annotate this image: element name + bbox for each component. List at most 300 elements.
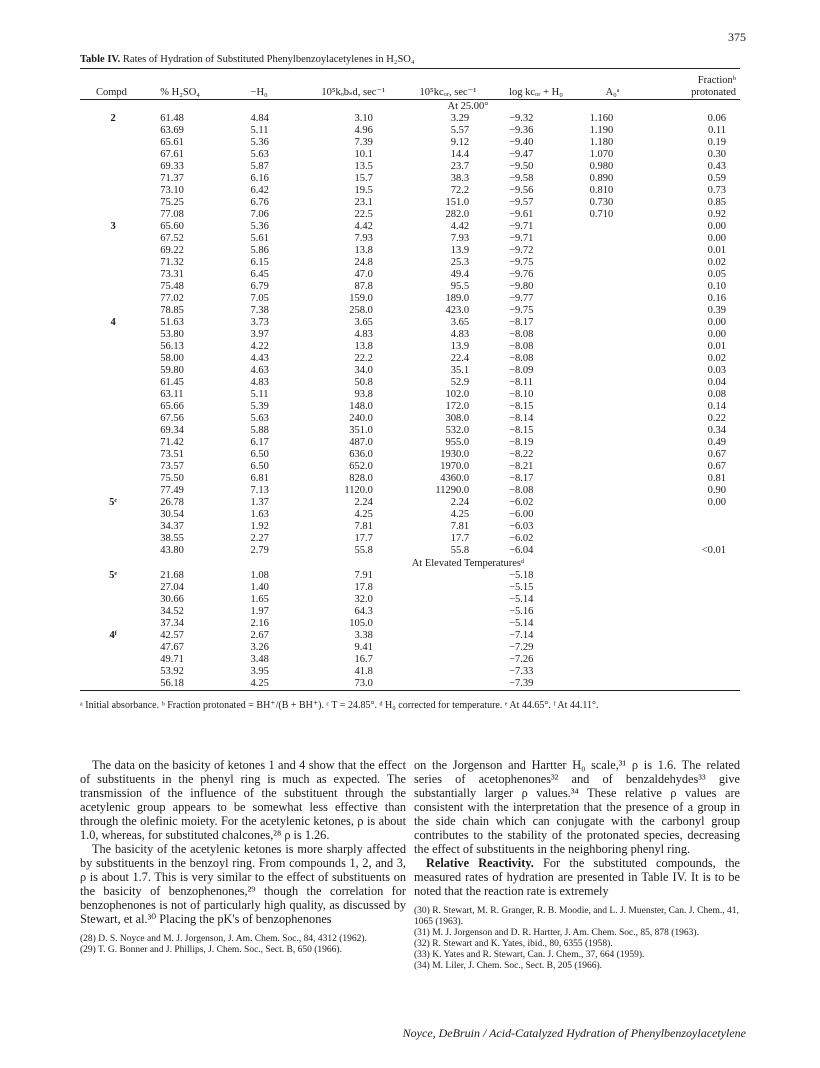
cell-acid: 37.34 bbox=[160, 618, 184, 629]
cell-a0 bbox=[580, 317, 655, 329]
cell-compd bbox=[80, 329, 146, 341]
cell-h0: 1.40 bbox=[250, 582, 269, 593]
table-row bbox=[80, 678, 740, 691]
cell-compd: 5ᵉ bbox=[109, 570, 118, 581]
cell-kobsd: 73.0 bbox=[304, 678, 401, 691]
paragraph: The data on the basicity of ketones 1 and 4 show that the effect of substituents in the phenyl ring is much as expected. The transmission of the influence of the substituent through the acetylenic group appears to be somewhat less effective than through the olefinic moiety. For the acetylenic ketones, ρ is about 1.0, whereas, for substituted chalcones,²⁸ ρ is 1.26. bbox=[80, 758, 406, 842]
section-label-25: At 25.00° bbox=[447, 100, 489, 112]
table-row bbox=[80, 293, 740, 305]
cell-compd bbox=[80, 461, 146, 473]
table-header-row bbox=[80, 69, 740, 100]
table-row bbox=[80, 317, 740, 329]
cell-compd bbox=[80, 666, 146, 678]
cell-kcor: 14.4 bbox=[450, 149, 470, 160]
cell-acid: 67.52 bbox=[160, 233, 184, 244]
cell-a0 bbox=[580, 678, 655, 691]
cell-h0: 7.13 bbox=[250, 485, 269, 496]
cell-kcor: 95.5 bbox=[450, 281, 470, 292]
cell-fraction: 0.90 bbox=[707, 485, 726, 496]
cell-a0 bbox=[580, 570, 655, 582]
cell-fraction: 0.67 bbox=[707, 449, 726, 460]
cell-kobsd: 22.2 bbox=[354, 353, 373, 364]
cell-fraction: 0.39 bbox=[707, 305, 726, 316]
table-row bbox=[80, 125, 740, 137]
section-row-elevated bbox=[80, 557, 740, 570]
cell-kobsd: 7.93 bbox=[354, 233, 373, 244]
table-row bbox=[80, 485, 740, 497]
cell-kcor: 13.9 bbox=[450, 245, 470, 256]
header-kobsd: 10⁵kₒbₛd, sec⁻¹ bbox=[304, 69, 401, 100]
table-row bbox=[80, 545, 740, 557]
cell-logk: −5.16 bbox=[509, 606, 534, 617]
cell-h0: 5.36 bbox=[250, 221, 269, 232]
table-row bbox=[80, 666, 740, 678]
cell-a0 bbox=[580, 353, 655, 365]
cell-h0: 6.15 bbox=[250, 257, 269, 268]
cell-kobsd: 159.0 bbox=[349, 293, 373, 304]
cell-a0: 0.710 bbox=[589, 209, 614, 220]
cell-fraction: 0.03 bbox=[707, 365, 726, 376]
cell-acid: 67.61 bbox=[160, 149, 184, 160]
cell-compd bbox=[80, 245, 146, 257]
cell-kobsd: 351.0 bbox=[349, 425, 373, 436]
cell-kcor bbox=[401, 618, 493, 630]
cell-h0: 4.63 bbox=[250, 365, 269, 376]
cell-acid: 71.32 bbox=[160, 257, 184, 268]
cell-kobsd: 55.8 bbox=[354, 545, 373, 556]
reference: (34) M. Liler, J. Chem. Soc., Sect. B, 205 (1966). bbox=[414, 961, 603, 971]
cell-kobsd: 16.7 bbox=[354, 654, 373, 665]
table-row bbox=[80, 161, 740, 173]
cell-fraction: 0.59 bbox=[707, 173, 726, 184]
cell-acid: 65.60 bbox=[160, 221, 184, 232]
cell-kobsd: 487.0 bbox=[349, 437, 373, 448]
cell-h0: 1.63 bbox=[250, 509, 269, 520]
cell-kcor: 4.42 bbox=[450, 221, 470, 232]
cell-fraction bbox=[655, 618, 740, 630]
cell-h0: 7.38 bbox=[250, 305, 269, 316]
header-a0: A₀ᵃ bbox=[580, 69, 655, 100]
table-row bbox=[80, 642, 740, 654]
cell-kobsd: 13.8 bbox=[354, 245, 373, 256]
cell-logk: −9.56 bbox=[509, 185, 534, 196]
cell-acid: 69.34 bbox=[160, 425, 184, 436]
cell-a0: 0.980 bbox=[589, 161, 614, 172]
cell-acid: 63.69 bbox=[160, 125, 184, 136]
cell-kcor bbox=[401, 666, 493, 678]
table-row bbox=[80, 413, 740, 425]
cell-a0: 0.810 bbox=[589, 185, 614, 196]
cell-kobsd: 828.0 bbox=[349, 473, 373, 484]
cell-kobsd: 4.25 bbox=[354, 509, 373, 520]
cell-kobsd: 15.7 bbox=[354, 173, 373, 184]
cell-kcor bbox=[401, 606, 493, 618]
table-row bbox=[80, 377, 740, 389]
cell-logk: −7.14 bbox=[509, 630, 534, 641]
table-row bbox=[80, 582, 740, 594]
cell-logk: −9.61 bbox=[509, 209, 534, 220]
cell-kobsd: 1120.0 bbox=[344, 485, 373, 496]
cell-h0: 6.50 bbox=[250, 449, 269, 460]
cell-compd bbox=[80, 365, 146, 377]
paragraph-text: For the substituted compounds, the measured rates of hydration are presented in Table IV. It is to be noted that the reaction rate is extremely bbox=[414, 856, 740, 898]
cell-h0: 3.73 bbox=[250, 317, 269, 328]
cell-h0: 1.37 bbox=[250, 497, 269, 508]
cell-kobsd: 240.0 bbox=[349, 413, 373, 424]
cell-compd bbox=[80, 341, 146, 353]
cell-kobsd: 652.0 bbox=[349, 461, 373, 472]
cell-kcor: 23.7 bbox=[450, 161, 470, 172]
cell-fraction: 0.10 bbox=[707, 281, 726, 292]
cell-a0 bbox=[580, 630, 655, 642]
cell-kobsd: 64.3 bbox=[354, 606, 373, 617]
cell-h0: 6.42 bbox=[250, 185, 269, 196]
cell-a0 bbox=[580, 545, 655, 557]
cell-a0 bbox=[580, 521, 655, 533]
reference: (33) K. Yates and R. Stewart, Can. J. Chem., 37, 664 (1959). bbox=[414, 950, 645, 960]
cell-logk: −8.08 bbox=[509, 329, 534, 340]
cell-a0 bbox=[580, 257, 655, 269]
cell-h0: 5.11 bbox=[250, 125, 269, 136]
table-row bbox=[80, 618, 740, 630]
cell-kobsd: 3.10 bbox=[354, 113, 373, 124]
cell-kcor: 1930.0 bbox=[440, 449, 470, 460]
cell-compd bbox=[80, 293, 146, 305]
cell-kobsd: 13.5 bbox=[354, 161, 373, 172]
cell-logk: −8.15 bbox=[509, 425, 534, 436]
cell-kcor bbox=[401, 678, 493, 691]
cell-kobsd: 2.24 bbox=[354, 497, 373, 508]
table-row bbox=[80, 281, 740, 293]
cell-a0 bbox=[580, 377, 655, 389]
cell-compd bbox=[80, 257, 146, 269]
cell-kobsd: 105.0 bbox=[349, 618, 373, 629]
table-row bbox=[80, 365, 740, 377]
cell-a0 bbox=[580, 461, 655, 473]
cell-kobsd: 3.38 bbox=[354, 630, 373, 641]
cell-compd bbox=[80, 173, 146, 185]
footnote-references-right bbox=[414, 906, 740, 972]
cell-acid: 71.42 bbox=[160, 437, 184, 448]
cell-acid: 47.67 bbox=[160, 642, 184, 653]
cell-logk: −6.00 bbox=[509, 509, 534, 520]
cell-h0: 5.86 bbox=[250, 245, 269, 256]
cell-compd bbox=[80, 377, 146, 389]
cell-h0: 7.06 bbox=[250, 209, 269, 220]
cell-h0: 5.36 bbox=[250, 137, 269, 148]
cell-fraction: 0.01 bbox=[707, 341, 726, 352]
cell-kobsd: 636.0 bbox=[349, 449, 373, 460]
table-row bbox=[80, 630, 740, 642]
table-row bbox=[80, 461, 740, 473]
cell-a0 bbox=[580, 449, 655, 461]
cell-logk: −5.15 bbox=[509, 582, 534, 593]
cell-fraction bbox=[655, 606, 740, 618]
cell-compd: 3 bbox=[110, 221, 116, 232]
cell-compd bbox=[80, 269, 146, 281]
cell-fraction: 0.06 bbox=[707, 113, 726, 124]
cell-acid: 75.50 bbox=[160, 473, 184, 484]
table-row bbox=[80, 185, 740, 197]
cell-fraction: 0.02 bbox=[707, 257, 726, 268]
cell-a0: 1.180 bbox=[589, 137, 614, 148]
cell-fraction bbox=[655, 509, 740, 521]
cell-logk: −6.03 bbox=[509, 521, 534, 532]
table-row bbox=[80, 257, 740, 269]
cell-acid: 42.57 bbox=[160, 630, 184, 641]
table-row bbox=[80, 497, 740, 509]
cell-h0: 2.67 bbox=[250, 630, 269, 641]
hydration-rates-table bbox=[80, 68, 740, 691]
cell-logk: −8.19 bbox=[509, 437, 534, 448]
cell-logk: −8.08 bbox=[509, 485, 534, 496]
cell-kcor: 3.65 bbox=[450, 317, 470, 328]
cell-kcor: 17.7 bbox=[450, 533, 470, 544]
cell-fraction: 0.01 bbox=[707, 245, 726, 256]
table-row bbox=[80, 401, 740, 413]
cell-a0 bbox=[580, 269, 655, 281]
header-kcor: 10⁵kcₒᵣ, sec⁻¹ bbox=[401, 69, 493, 100]
table-row bbox=[80, 305, 740, 317]
cell-acid: 43.80 bbox=[160, 545, 184, 556]
cell-fraction bbox=[655, 594, 740, 606]
cell-compd bbox=[80, 654, 146, 666]
cell-a0: 1.190 bbox=[589, 125, 614, 136]
cell-a0 bbox=[580, 221, 655, 233]
cell-kcor: 102.0 bbox=[445, 389, 470, 400]
cell-logk: −9.47 bbox=[509, 149, 534, 160]
cell-a0 bbox=[580, 245, 655, 257]
footnote-references-left bbox=[80, 934, 406, 956]
cell-compd bbox=[80, 305, 146, 317]
cell-logk: −9.50 bbox=[509, 161, 534, 172]
cell-fraction: 0.02 bbox=[707, 353, 726, 364]
cell-fraction: 0.67 bbox=[707, 461, 726, 472]
cell-h0: 4.25 bbox=[229, 678, 304, 691]
cell-a0 bbox=[580, 533, 655, 545]
cell-compd bbox=[80, 485, 146, 497]
cell-a0 bbox=[580, 389, 655, 401]
cell-logk: −9.75 bbox=[509, 257, 534, 268]
cell-kobsd: 19.5 bbox=[354, 185, 373, 196]
cell-acid: 77.02 bbox=[160, 293, 184, 304]
table-row bbox=[80, 509, 740, 521]
cell-kobsd: 4.83 bbox=[354, 329, 373, 340]
cell-h0: 5.88 bbox=[250, 425, 269, 436]
cell-fraction: 0.43 bbox=[707, 161, 726, 172]
cell-a0 bbox=[580, 341, 655, 353]
paragraph bbox=[414, 856, 740, 898]
cell-acid: 75.25 bbox=[160, 197, 184, 208]
cell-compd bbox=[80, 473, 146, 485]
cell-logk: −5.18 bbox=[509, 570, 534, 581]
cell-kcor: 1970.0 bbox=[440, 461, 470, 472]
cell-compd bbox=[80, 233, 146, 245]
section-label-elevated: At Elevated Temperaturesᵈ bbox=[411, 557, 525, 569]
cell-kcor: 4.25 bbox=[450, 509, 470, 520]
table-row bbox=[80, 137, 740, 149]
cell-fraction bbox=[655, 533, 740, 545]
cell-compd bbox=[80, 545, 146, 557]
cell-kobsd: 23.1 bbox=[354, 197, 373, 208]
cell-kobsd: 87.8 bbox=[354, 281, 373, 292]
cell-a0 bbox=[580, 654, 655, 666]
cell-fraction: 0.81 bbox=[707, 473, 726, 484]
table-footnotes: ᵃ Initial absorbance. ᵇ Fraction protonated = BH⁺/(B + BH⁺). ᶜ T = 24.85°. ᵈ H₀ corrected for temperature. ᵉ At 44.65°. ᶠ At 44.11°. bbox=[80, 700, 599, 711]
cell-acid: 56.13 bbox=[160, 341, 184, 352]
cell-compd bbox=[80, 425, 146, 437]
cell-kcor bbox=[401, 642, 493, 654]
cell-kobsd: 17.8 bbox=[354, 582, 373, 593]
reference: (29) T. G. Bonner and J. Phillips, J. Chem. Soc., Sect. B, 650 (1966). bbox=[80, 945, 342, 955]
cell-compd bbox=[80, 197, 146, 209]
cell-logk: −9.76 bbox=[509, 269, 534, 280]
cell-fraction: 0.00 bbox=[707, 329, 726, 340]
table-row bbox=[80, 233, 740, 245]
cell-a0: 0.890 bbox=[589, 173, 614, 184]
cell-kcor: 151.0 bbox=[445, 197, 470, 208]
cell-logk: −8.17 bbox=[509, 473, 534, 484]
cell-kcor: 423.0 bbox=[445, 305, 470, 316]
cell-fraction: 0.22 bbox=[707, 413, 726, 424]
cell-a0 bbox=[580, 413, 655, 425]
cell-logk: −8.22 bbox=[509, 449, 534, 460]
cell-logk: −8.08 bbox=[509, 341, 534, 352]
cell-logk: −8.11 bbox=[509, 377, 534, 388]
cell-h0: 4.43 bbox=[250, 353, 269, 364]
cell-fraction bbox=[655, 582, 740, 594]
table-row bbox=[80, 341, 740, 353]
cell-logk: −9.72 bbox=[509, 245, 534, 256]
cell-h0: 6.17 bbox=[250, 437, 269, 448]
cell-h0: 5.63 bbox=[250, 413, 269, 424]
cell-acid: 67.56 bbox=[160, 413, 184, 424]
table-row bbox=[80, 173, 740, 185]
cell-kobsd: 93.8 bbox=[354, 389, 373, 400]
cell-logk: −6.02 bbox=[509, 533, 534, 544]
cell-compd bbox=[80, 125, 146, 137]
cell-kobsd: 9.41 bbox=[354, 642, 373, 653]
cell-kcor: 955.0 bbox=[445, 437, 470, 448]
reference: (28) D. S. Noyce and M. J. Jorgenson, J. Am. Chem. Soc., 84, 4312 (1962). bbox=[80, 934, 367, 944]
cell-acid: 65.61 bbox=[160, 137, 184, 148]
cell-acid: 51.63 bbox=[160, 317, 184, 328]
cell-a0 bbox=[580, 281, 655, 293]
cell-fraction: 0.16 bbox=[707, 293, 726, 304]
cell-acid: 56.18 bbox=[146, 678, 228, 691]
page-number: 375 bbox=[728, 30, 746, 44]
cell-acid: 63.11 bbox=[160, 389, 184, 400]
cell-kobsd: 4.42 bbox=[354, 221, 373, 232]
cell-acid: 53.80 bbox=[160, 329, 184, 340]
cell-kcor: 35.1 bbox=[450, 365, 470, 376]
cell-compd bbox=[80, 678, 146, 691]
cell-fraction: 0.11 bbox=[708, 125, 726, 136]
cell-compd bbox=[80, 137, 146, 149]
cell-logk: −9.58 bbox=[509, 173, 534, 184]
cell-kobsd: 41.8 bbox=[354, 666, 373, 677]
cell-compd bbox=[80, 521, 146, 533]
cell-compd bbox=[80, 642, 146, 654]
cell-fraction bbox=[655, 678, 740, 691]
table-row bbox=[80, 437, 740, 449]
cell-compd: 4ᶠ bbox=[109, 630, 117, 641]
cell-kcor: 22.4 bbox=[450, 353, 470, 364]
cell-fraction: 0.92 bbox=[707, 209, 726, 220]
cell-logk: −9.36 bbox=[509, 125, 534, 136]
cell-acid: 30.54 bbox=[160, 509, 184, 520]
cell-a0 bbox=[580, 401, 655, 413]
cell-a0 bbox=[580, 437, 655, 449]
cell-kobsd: 258.0 bbox=[349, 305, 373, 316]
cell-acid: 27.04 bbox=[160, 582, 184, 593]
cell-kobsd: 7.91 bbox=[354, 570, 373, 581]
cell-logk: −8.17 bbox=[509, 317, 534, 328]
cell-a0 bbox=[580, 365, 655, 377]
cell-kobsd: 7.81 bbox=[354, 521, 373, 532]
cell-acid: 69.33 bbox=[160, 161, 184, 172]
cell-fraction: 0.05 bbox=[707, 269, 726, 280]
cell-acid: 49.71 bbox=[160, 654, 184, 665]
table-row bbox=[80, 209, 740, 221]
cell-a0 bbox=[580, 666, 655, 678]
cell-h0: 6.81 bbox=[250, 473, 269, 484]
cell-h0: 2.79 bbox=[250, 545, 269, 556]
cell-h0: 5.39 bbox=[250, 401, 269, 412]
header-h0: −H₀ bbox=[229, 69, 304, 100]
cell-logk: −6.04 bbox=[509, 545, 534, 556]
cell-kcor: 55.8 bbox=[450, 545, 470, 556]
cell-kobsd: 7.39 bbox=[354, 137, 373, 148]
header-fraction bbox=[655, 69, 740, 100]
cell-acid: 59.80 bbox=[160, 365, 184, 376]
cell-acid: 61.48 bbox=[160, 113, 184, 124]
cell-acid: 26.78 bbox=[160, 497, 184, 508]
cell-acid: 73.31 bbox=[160, 269, 184, 280]
cell-compd: 4 bbox=[110, 317, 116, 328]
cell-logk: −8.08 bbox=[509, 353, 534, 364]
cell-a0 bbox=[580, 497, 655, 509]
cell-a0 bbox=[580, 509, 655, 521]
cell-kcor: 49.4 bbox=[450, 269, 470, 280]
cell-logk: −9.40 bbox=[509, 137, 534, 148]
cell-acid: 73.10 bbox=[160, 185, 184, 196]
table-caption-title: Rates of Hydration of Substituted Phenylbenzoylacetylenes in H₂SO₄ bbox=[122, 54, 415, 65]
cell-kobsd: 10.1 bbox=[354, 149, 373, 160]
cell-logk: −9.57 bbox=[509, 197, 534, 208]
cell-a0 bbox=[580, 594, 655, 606]
cell-h0: 6.76 bbox=[250, 197, 269, 208]
cell-logk: −5.14 bbox=[509, 618, 534, 629]
table-caption-label: Table IV. bbox=[80, 54, 121, 65]
cell-acid: 73.51 bbox=[160, 449, 184, 460]
table-row bbox=[80, 654, 740, 666]
text-column-left bbox=[80, 758, 406, 956]
cell-h0: 3.97 bbox=[250, 329, 269, 340]
cell-logk: −7.39 bbox=[493, 678, 579, 691]
cell-kcor: 189.0 bbox=[445, 293, 470, 304]
paragraph: on the Jorgenson and Hartter H₀ scale,³¹ ρ is 1.6. The related series of acetophenones³² and of benzaldehydes³³ give substantially larger ρ values.³⁴ These relative ρ values are consistent with the interpretation that the presence of a group in the side chain which can conjugate with the carbonyl group contributes to the stability of the protonated species, decreasing the effect of substituents in the neighboring phenyl ring. bbox=[414, 758, 740, 856]
table-row bbox=[80, 449, 740, 461]
cell-acid: 65.66 bbox=[160, 401, 184, 412]
cell-fraction: 0.85 bbox=[707, 197, 726, 208]
cell-h0: 2.16 bbox=[250, 618, 269, 629]
cell-fraction: 0.08 bbox=[707, 389, 726, 400]
cell-kcor: 7.81 bbox=[450, 521, 470, 532]
table-row bbox=[80, 570, 740, 582]
cell-kobsd: 32.0 bbox=[354, 594, 373, 605]
cell-a0 bbox=[580, 582, 655, 594]
